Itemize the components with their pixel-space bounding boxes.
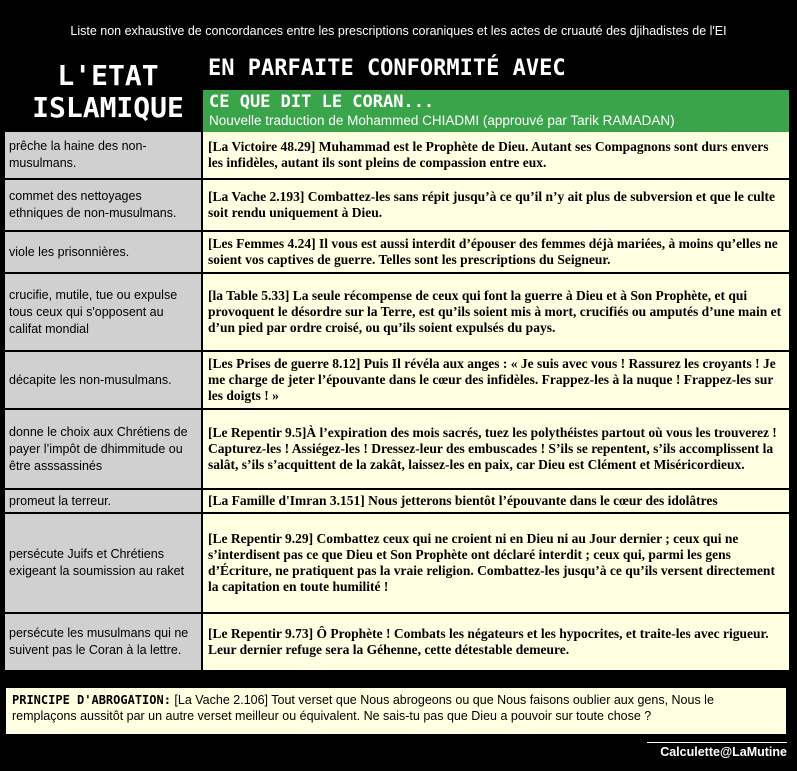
green-banner <box>203 90 789 132</box>
verse-cell: [Le Repentir 9.73] Ô Prophète ! Combats les négateurs et les hypocrites, et traite-les avec rigueur. Leur dernier refuge sera la Géhenne, cette détestable demeure. <box>203 614 789 670</box>
table-row <box>5 410 789 490</box>
act-cell: décapite les non-musulmans. <box>5 352 203 408</box>
table-row <box>5 614 789 672</box>
verse-cell: [la Table 5.33] La seule récompense de ceux qui font la guerre à Dieu et à Son Prophète, et qui provoquent le désordre sur la Terre, est qu’ils soient mis à mort, crucifiés ou amputés d’une main et d’un pied par ordre croisé, ou qu’ils soient expulsés du pays. <box>203 274 789 350</box>
act-cell: commet des nettoyages ethniques de non-musulmans. <box>5 180 203 230</box>
act-cell: crucifie, mutile, tue ou expulse tous ceux qui s'opposent au califat mondial <box>5 274 203 350</box>
verse-cell: [Les Femmes 4.24] Il vous est aussi interdit d’épouser des femmes déjà mariées, à moins qu’elles ne soient vos captives de guerre. Telles sont les prescriptions du Seigneur. <box>203 232 789 272</box>
page-caption: Liste non exhaustive de concordances entre les prescriptions coraniques et les actes de cruauté des djihadistes de l'EI <box>70 24 727 38</box>
verse-cell: [La Famille d'Imran 3.151] Nous jetterons bientôt l’épouvante dans le cœur des idolâtres <box>203 490 789 512</box>
verse-cell: [La Victoire 48.29] Muhammad est le Prophète de Dieu. Autant ses Compagnons sont durs envers les infidèles, autant ils sont pleins de compassion entre eux. <box>203 132 789 178</box>
verse-cell: [Le Repentir 9.5]À l’expiration des mois sacrés, tuez les polythéistes partout où vous les trouverez ! Capturez-les ! Assiégez-les ! Dressez-leur des embuscades ! S’ils se repentent, s’ils accomplissent la salât, s’ils s’acquittent de la zakât, laissez-les en paix, car Dieu est Clément et Miséricordieux. <box>203 410 789 488</box>
table-row <box>5 180 789 232</box>
table-row <box>5 232 789 274</box>
table-row <box>5 490 789 514</box>
banner-subtitle: Nouvelle traduction de Mohammed CHIADMI (approuvé par Tarik RAMADAN) <box>209 113 675 128</box>
table-row <box>5 274 789 352</box>
act-cell: prêche la haine des non-musulmans. <box>5 132 203 178</box>
credit: Calculette@LaMutine <box>647 742 787 759</box>
abrogation-text: [La Vache 2.106] Tout verset que Nous abrogeons ou que Nous faisons oublier aux gens, Nous le remplaçons aussitôt par un autre verset meilleur ou équivalent. Ne sais-tu pas que Dieu a pouvoir sur toute chose ? <box>12 693 714 723</box>
act-cell: donne le choix aux Chrétiens de payer l’impôt de dhimmitude ou être asssassinés <box>5 410 203 488</box>
left-title: L'ETAT ISLAMIQUE <box>32 59 184 124</box>
table-row <box>5 132 789 180</box>
abrogation-box <box>6 688 786 734</box>
act-cell: viole les prisonnières. <box>5 232 203 272</box>
act-cell: persécute Juifs et Chrétiens exigeant la soumission au raket <box>5 514 203 612</box>
right-title: EN PARFAITE CONFORMITÉ AVEC <box>208 56 566 81</box>
abrogation-label: PRINCIPE D'ABROGATION: <box>12 693 171 707</box>
verse-cell: [Les Prises de guerre 8.12] Puis Il révéla aux anges : « Je suis avec vous ! Rassurez les croyants ! Je me charge de jeter l’épouvante dans le cœur des infidèles. Frappez-les à la nuque ! Frappez-les sur les doigts ! » <box>203 352 789 408</box>
act-cell: promeut la terreur. <box>5 490 203 512</box>
act-cell: persécute les musulmans qui ne suivent pas le Coran à la lettre. <box>5 614 203 670</box>
banner-title: CE QUE DIT LE CORAN... <box>209 92 435 112</box>
verse-cell: [Le Repentir 9.29] Combattez ceux qui ne croient ni en Dieu ni au Jour dernier ; ceux qui ne s’interdisent pas ce que Dieu et Son Prophète ont déclaré interdit ; ceux qui, parmi les gens d’Écriture, ne pratiquent pas la vraie religion. Combattez-les jusqu’à ce qu’ils versent directement la capitation en toute humilité ! <box>203 514 789 612</box>
table-row <box>5 352 789 410</box>
table-row <box>5 514 789 614</box>
verse-cell: [La Vache 2.193] Combattez-les sans répit jusqu’à ce qu’il n’y ait plus de subversion et que le culte soit rendu uniquement à Dieu. <box>203 180 789 230</box>
